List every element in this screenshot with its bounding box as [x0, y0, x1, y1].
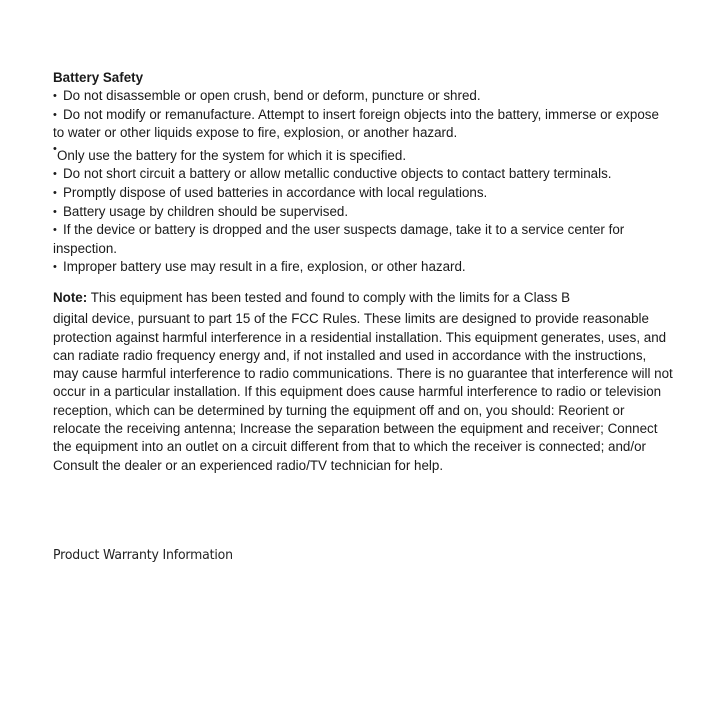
bullet-icon: •: [53, 108, 57, 121]
note-first-line-text: This equipment has been tested and found to comply with the limits for a Class B: [90, 289, 571, 305]
note-label: Note:: [53, 289, 88, 305]
bullet-icon: •: [53, 205, 57, 218]
list-item-text: Promptly dispose of used batteries in accordance with local regulations.: [63, 184, 488, 200]
list-item-text: Do not disassemble or open crush, bend or deform, puncture or shred.: [63, 88, 481, 103]
list-item: [53, 184, 673, 203]
bullet-icon: •: [53, 90, 57, 102]
bullet-icon: •: [53, 224, 57, 237]
bullet-icon: •: [53, 186, 57, 199]
battery-safety-heading: Battery Safety: [53, 70, 144, 85]
document-body: [53, 69, 673, 475]
list-item: [53, 142, 673, 166]
list-item-text: Do not short circuit a battery or allow metallic conductive objects to contact battery terminals.: [63, 166, 612, 182]
fcc-note-first-line: [53, 289, 673, 307]
list-item-text: If the device or battery is dropped and the user suspects damage, take it to a service center for inspection.: [53, 222, 625, 256]
list-item-text: Improper battery use may result in a fire, explosion, or other hazard.: [63, 259, 466, 275]
product-warranty-heading: Product Warranty Information: [53, 547, 233, 563]
list-item: [53, 165, 673, 184]
fcc-note: [53, 289, 673, 475]
bullet-icon: •: [53, 142, 57, 155]
bullet-icon: •: [53, 261, 57, 274]
list-item: [53, 203, 673, 222]
bullet-icon: •: [53, 168, 57, 181]
list-item: [53, 106, 673, 143]
list-item-text: Only use the battery for the system for which it is specified.: [57, 147, 407, 163]
list-item-text: Battery usage by children should be supervised.: [63, 203, 349, 219]
list-item: [53, 221, 673, 258]
battery-safety-list: [53, 87, 673, 277]
list-item-text: Do not modify or remanufacture. Attempt to insert foreign objects into the battery, immerse or expose to water or other liquids expose to fire, explosion, or another hazard.: [53, 106, 659, 141]
list-item: [53, 258, 673, 277]
fcc-note-body: digital device, pursuant to part 15 of the FCC Rules. These limits are designed to provide reasonable protection against harmful interference in a residential installation. This equipment generates, uses, and can radiate radio frequency energy and, if not installed and used in accordance with the instructions, may cause harmful interference to radio communications. There is no guarantee that interference will not occur in a particular installation. If this equipment does cause harmful interference to radio or television reception, which can be determined by turning the equipment off and on, you should: Reorient or relocate the receiving antenna; Increase the separation between the equipment and receiver; Connect the equipment into an outlet on a circuit different from that to which the receiver is connected; and/or Consult the dealer or an experienced radio/TV technician for help.: [53, 311, 673, 473]
list-item: [53, 87, 673, 106]
